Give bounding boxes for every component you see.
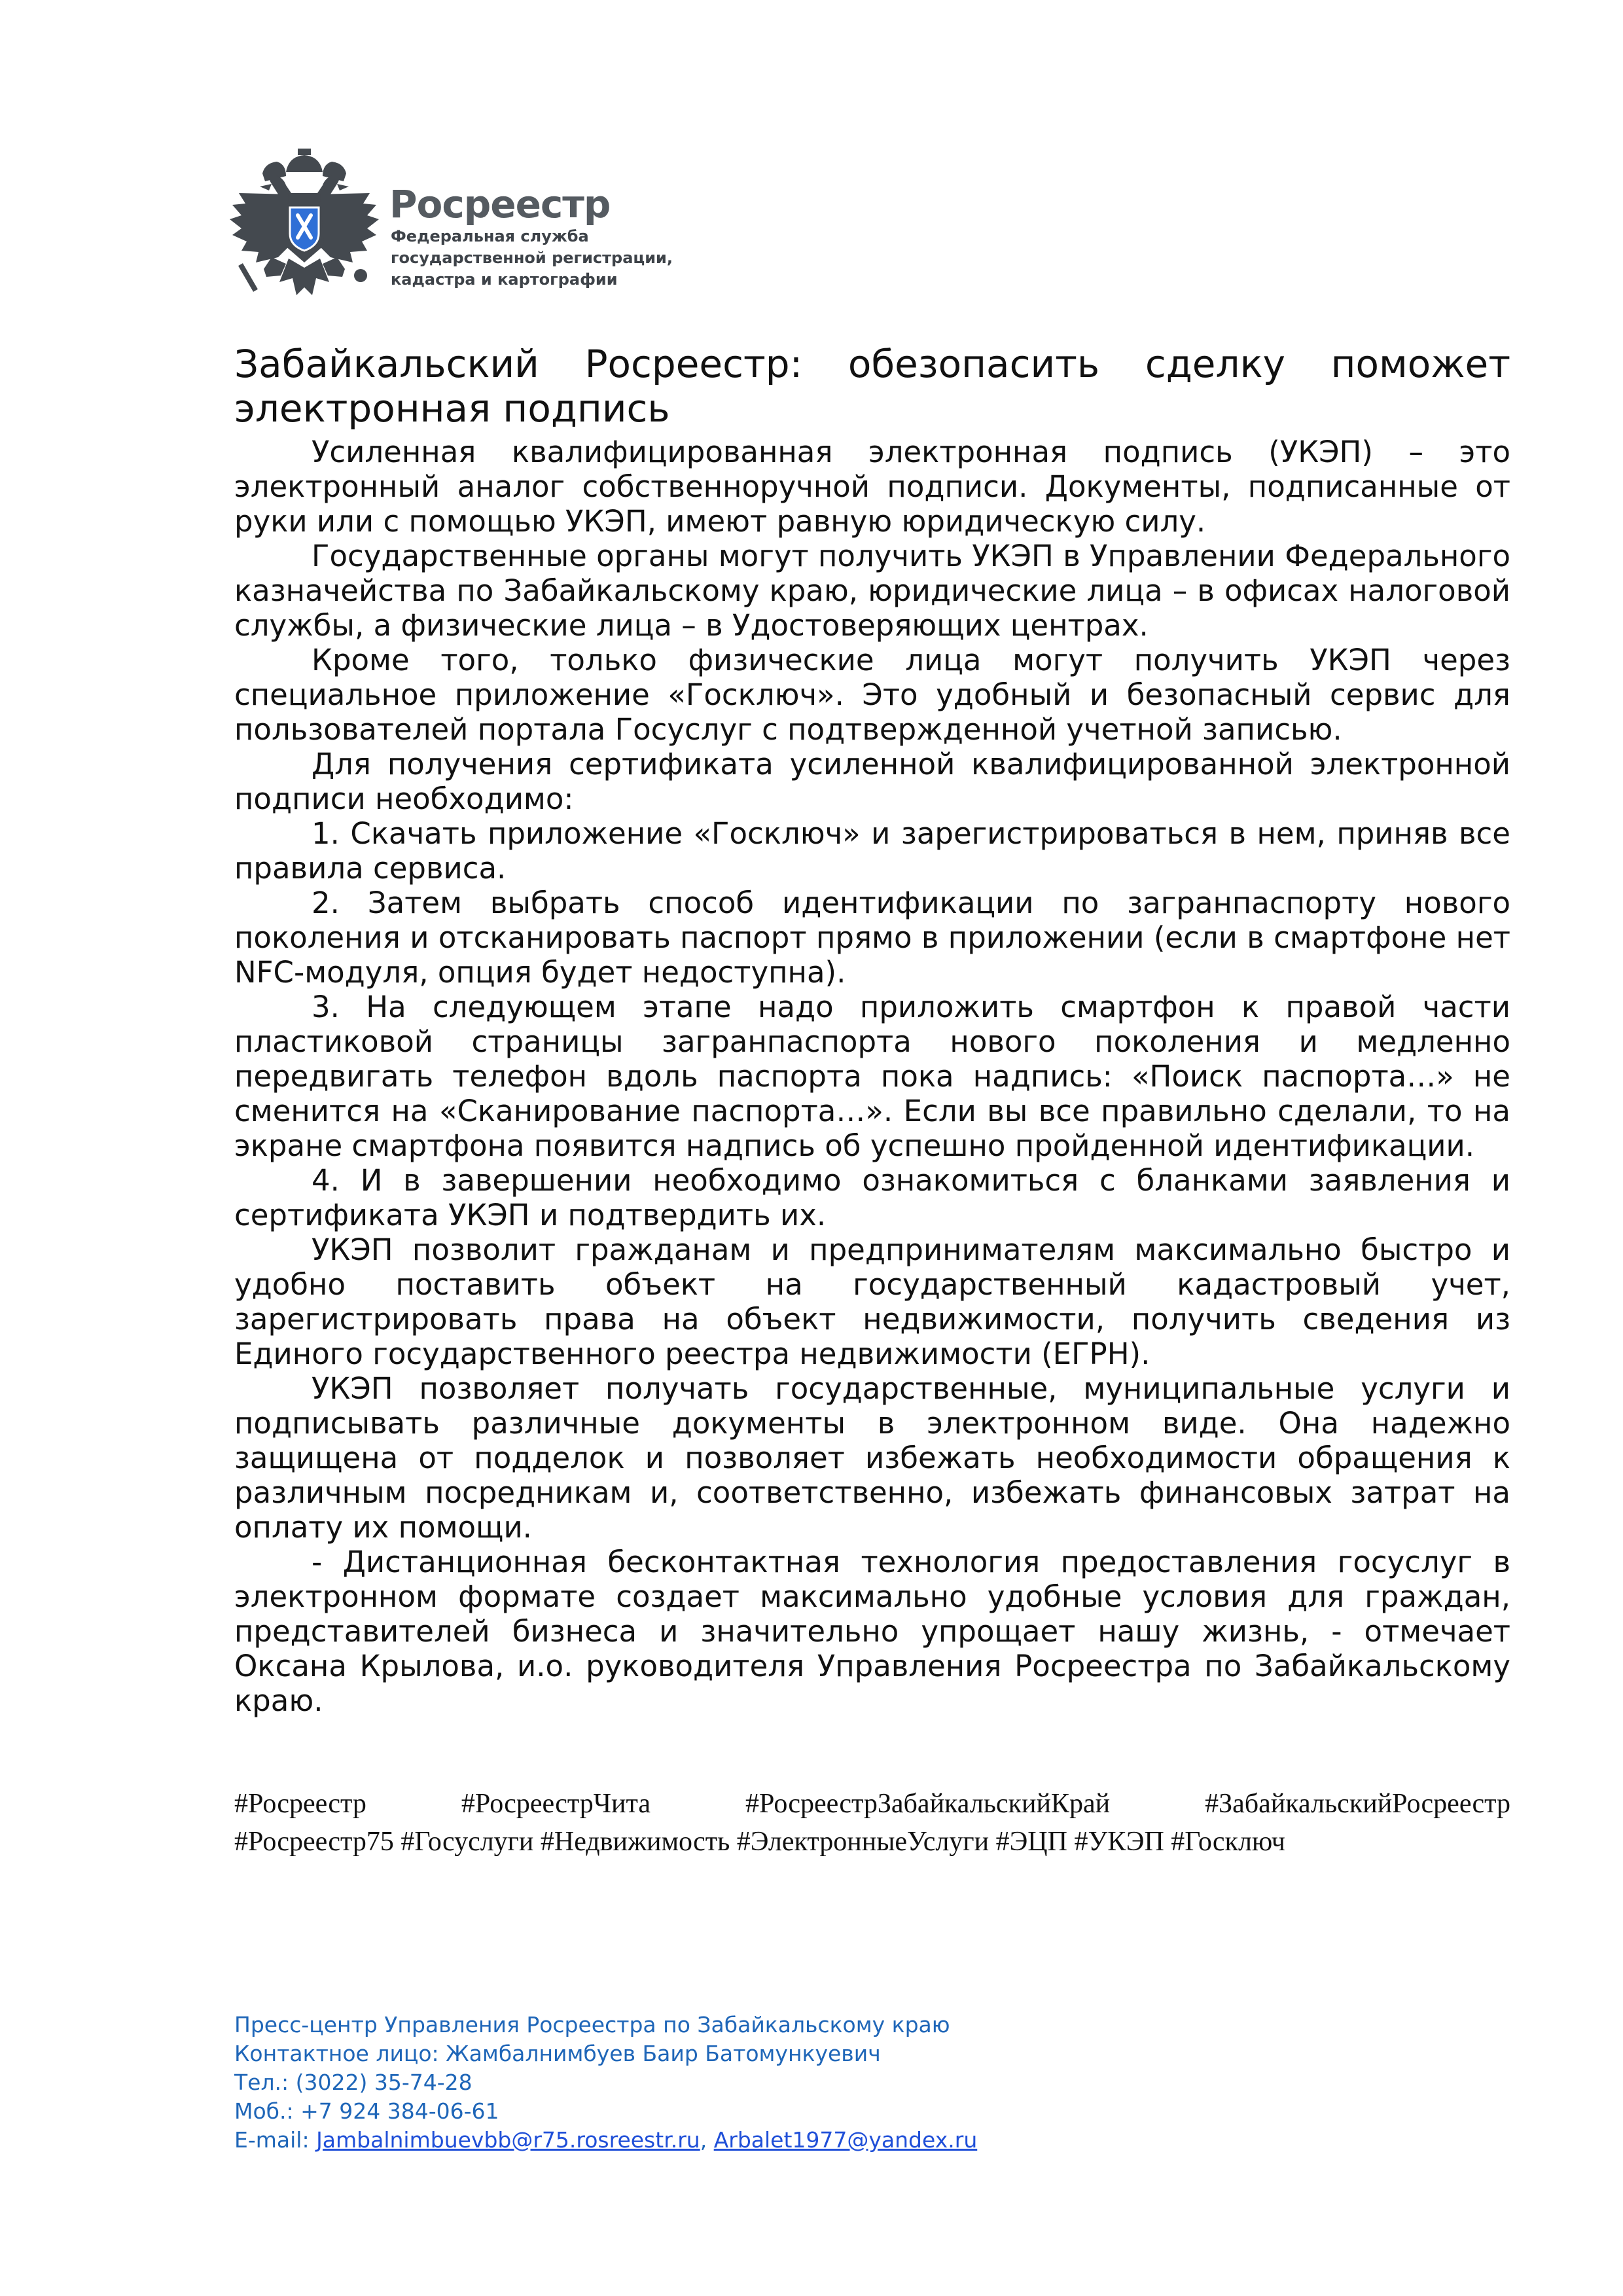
list-item: 3. На следующем этапе надо приложить смартфон к правой части пластиковой страницы загранпаспорта нового поколения и медленно передвигать телефон вдоль паспорта пока надпись: «Поиск паспорта…» не сменится на «Сканирование паспорта…». Если вы все правильно сделали, то на экране смартфона появится надпись об успешно пройденной идентификации. [234, 990, 1510, 1163]
list-item: 1. Скачать приложение «Госключ» и зарегистрироваться в нем, приняв все правила сервиса. [234, 816, 1510, 886]
contact-person: Контактное лицо: Жамбалнимбуев Баир Батомункуевич [234, 2041, 881, 2066]
hashtag: #Росреестр [234, 1789, 366, 1819]
article-title: Забайкальский Росреестр: обезопасить сделку поможет электронная подпись [234, 342, 1510, 431]
paragraph: УКЭП позволяет получать государственные, муниципальные услуги и подписывать различные документы в электронном виде. Она надежно защищена от подделок и позволяет избежать необходимости обращения к различным посредникам и, соответственно, избежать финансовых затрат на оплату их помощи. [234, 1371, 1510, 1545]
paragraph: Государственные органы могут получить УКЭП в Управлении Федерального казначейства по Забайкальскому краю, юридические лица – в офисах налоговой службы, а физические лица – в Удостоверяющих центрах. [234, 539, 1510, 643]
paragraph: Усиленная квалифицированная электронная подпись (УКЭП) – это электронный аналог собственноручной подписи. Документы, подписанные от руки или с помощью УКЭП, имеют равную юридическую силу. [234, 435, 1510, 539]
phone: Тел.: (3022) 35-74-28 [234, 2070, 473, 2095]
quote-paragraph: - Дистанционная бесконтактная технология предоставления госуслуг в электронном формате создает максимально удобные условия для граждан, представителей бизнеса и значительно упрощает нашу жизнь, - отмечает Оксана Крылова, и.о. руководителя Управления Росреестра по Забайкальскому краю. [234, 1545, 1510, 1718]
hashtag: #УКЭП [1074, 1827, 1164, 1857]
logo-subtitle [391, 226, 679, 291]
paragraph: УКЭП позволит гражданам и предпринимателям максимально быстро и удобно поставить объект на государственный кадастровый учет, зарегистрировать права на объект недвижимости, получить сведения из Единого государственного реестра недвижимости (ЕГРН). [234, 1232, 1510, 1371]
hashtag: #ЭЦП [995, 1827, 1067, 1857]
email-line [234, 2126, 1510, 2155]
email-separator: , [700, 2127, 714, 2153]
hashtag: #РосреестрЗабайкальскийКрай [745, 1789, 1111, 1819]
hashtag: #РосреестрЧита [461, 1789, 651, 1819]
rosreestr-logo [226, 147, 684, 317]
list-item: 2. Затем выбрать способ идентификации по загранпаспорту нового поколения и отсканировать паспорт прямо в приложении (если в смартфоне нет NFC-модуля, опция будет недоступна). [234, 886, 1510, 990]
hashtag: #ЭлектронныеУслуги [736, 1827, 990, 1857]
logo-name: Росреестр [389, 182, 611, 226]
list-item: 4. И в завершении необходимо ознакомиться с бланками заявления и сертификата УКЭП и подтвердить их. [234, 1163, 1510, 1232]
email-label: E-mail: [234, 2127, 317, 2153]
email-link-2[interactable]: Arbalet1977@yandex.ru [713, 2127, 978, 2153]
press-center: Пресс-центр Управления Росреестра по Забайкальскому краю [234, 2012, 950, 2037]
hashtag: #Госуслуги [401, 1827, 534, 1857]
paragraph: Для получения сертификата усиленной квалифицированной электронной подписи необходимо: [234, 747, 1510, 816]
logo-subtitle-line: кадастра и картографии [391, 270, 618, 289]
hashtags-line [234, 1785, 1510, 1823]
logo-subtitle-line: Федеральная служба [391, 227, 589, 245]
logo-subtitle-line: государственной регистрации, [391, 249, 673, 267]
hashtag: #Госключ [1171, 1827, 1285, 1857]
hashtag: #Росреестр75 [234, 1827, 394, 1857]
contacts-block [234, 2011, 1510, 2155]
hashtags [234, 1785, 1510, 1861]
email-link-1[interactable]: Jambalnimbuevbb@r75.rosreestr.ru [316, 2127, 700, 2153]
double-headed-eagle-emblem-icon [226, 147, 383, 317]
paragraph: Кроме того, только физические лица могут получить УКЭП через специальное приложение «Госключ». Это удобный и безопасный сервис для пользователей портала Госуслуг с подтвержденной учетной записью. [234, 643, 1510, 747]
hashtag: #Недвижимость [540, 1827, 730, 1857]
hashtags-line [234, 1823, 1510, 1861]
mobile-phone: Моб.: +7 924 384-06-61 [234, 2098, 499, 2124]
hashtag: #ЗабайкальскийРосреестр [1205, 1789, 1511, 1819]
article-body [234, 435, 1510, 1718]
